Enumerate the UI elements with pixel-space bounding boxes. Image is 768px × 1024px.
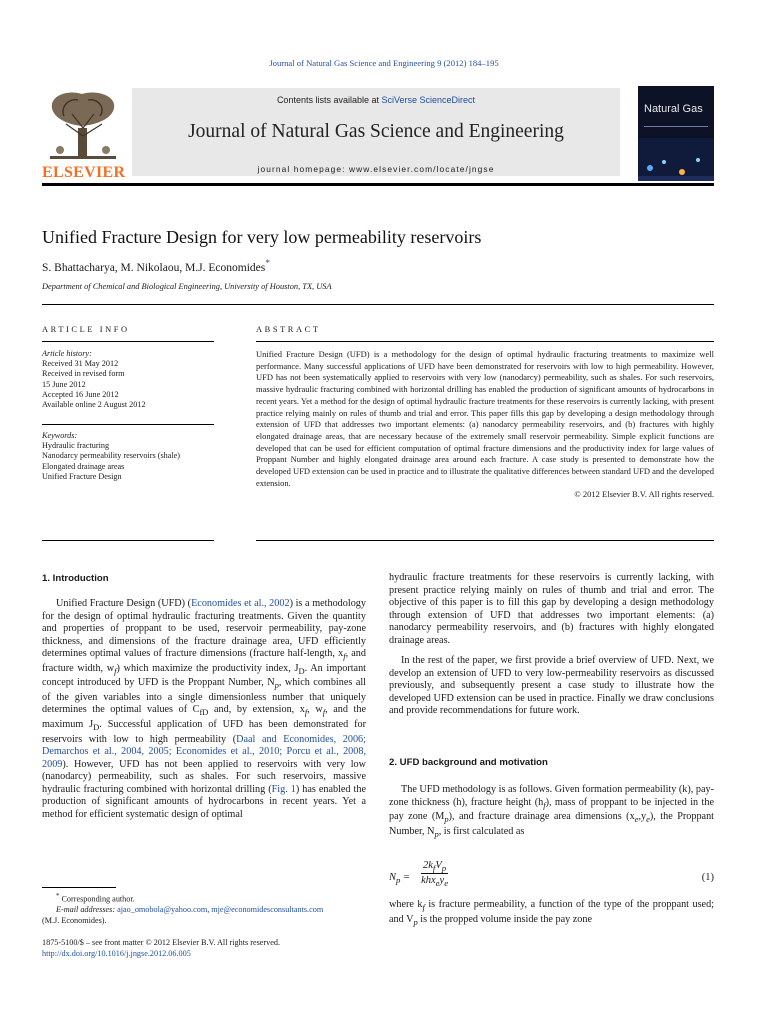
article-info-bottom-rule: [42, 540, 214, 541]
equation-lhs: $N_p$ =: [389, 872, 411, 886]
corresponding-author-mark[interactable]: *: [265, 258, 271, 269]
journal-title: Journal of Natural Gas Science and Engineering: [188, 121, 564, 142]
ufd-paragraph-continued: where $k_f$ is fracture permeability, a function of the type of the proppant used; and $V_p$ is the propped volume inside the pay zone: [389, 899, 714, 927]
email-link[interactable]: ajao_omobola@yahoo.com: [117, 905, 208, 915]
keywords: [42, 431, 242, 482]
cover-title: Natural Gas: [644, 103, 703, 115]
equation-number: (1): [701, 872, 714, 883]
introduction-paragraph-2: In the rest of the paper, we first provide a brief overview of UFD. Next, we develop an extension of UFD to very low-permeability reservoirs as discussed previously, and subsequently present a case study to illustrate how the developed UFD extension can be used in practice. Finally we draw conclusions and provide recommendations for future work.: [389, 655, 714, 717]
equation-numerator: $2k_fV_p$: [423, 860, 447, 874]
journal-cover-image: [638, 86, 714, 181]
abstract-rule: [256, 341, 714, 342]
keyword-item: Unified Fracture Design: [42, 471, 122, 481]
introduction-paragraph: Unified Fracture Design (UFD) (Economides et al., 2002) is a methodology for the design of optimal hydraulic fracturing treatments. Given the quantity and properties of proppant to be used, reservoir permeability, pay-zone thickness, and dimensions of the fracture drainage area, UFD efficiently determines optimal values of fracture dimensions (fracture half-length, $x_f$, and fracture width, $w_f$) which maximize the productivity index, $J_D$. An important concept introduced by UFD is the Proppant Number, $N_p$, which combines all of the given variables into a single dimensionless number that uniquely determines the optimal values of $C_{fD}$ and, by extension, $x_f$, $w_f$, and the maximum $J_D$. Successful application of UFD has been demonstrated for reservoirs with low to high permeability (Daal and Economides, 2006; Demarchos et al., 2004, 2005; Economides et al., 2010; Porcu et al., 2008, 2009). However, UFD has not been applied to reservoirs with very low (nanodarcy) permeability, such as shales. For such reservoirs, massive hydraulic fracturing combined with horizontal drilling (Fig. 1) has enabled the production of significant amounts of hydrocarbons in recent years. Yet a method for efficient systematic design of optimal: [42, 598, 367, 820]
doi-link[interactable]: http://dx.doi.org/10.1016/j.jngse.2012.06.005: [42, 949, 191, 958]
introduction-continued: hydraulic fracture treatments for these reservoirs is currently lacking, with present practice relying mainly on rules of thumb and trial and error. The objective of this paper is to fill this gap by developing a design methodology through extension of UFD that addresses two important elements: (a) nanodarcy permeability reservoirs, and (b) fractures with highly elongated drainage areas.: [389, 572, 714, 646]
figure-link[interactable]: Fig. 1: [271, 783, 296, 795]
journal-masthead: [42, 86, 714, 181]
corresponding-author-footnote: * Corresponding author. E-mail addresses: ajao_omobola@yahoo.com, mje@economidesconsultants.com (M.J. Economides).: [42, 893, 324, 925]
affiliation: Department of Chemical and Biological Engineering, University of Houston, TX, USA: [42, 282, 332, 291]
keyword-item: Nanodarcy permeability reservoirs (shale): [42, 451, 180, 461]
equation-1: [389, 860, 714, 894]
contents-line: Contents lists available at SciVerse ScienceDirect: [276, 95, 476, 105]
sciencedirect-link[interactable]: SciVerse ScienceDirect: [381, 95, 476, 105]
history-item: Received 31 May 2012: [42, 359, 119, 369]
history-heading: Article history:: [42, 349, 92, 358]
history-rule: [42, 424, 214, 425]
keywords-heading: Keywords:: [42, 431, 78, 440]
article-history: [42, 349, 222, 410]
paper-title: Unified Fracture Design for very low permeability reservoirs: [42, 227, 482, 247]
footnote-rule: [42, 887, 116, 888]
history-item: 15 June 2012: [42, 379, 86, 389]
reference-link[interactable]: Economides et al., 2002: [191, 598, 290, 609]
title-rule: [42, 304, 714, 305]
history-item: Available online 2 August 2012: [42, 400, 146, 410]
publisher-name: ELSEVIER: [42, 164, 126, 181]
ufd-paragraph: The UFD methodology is as follows. Given formation permeability (k), pay-zone thickness (h), fracture height $(h_f)$, mass of proppant to be injected in the pay zone $(M_p)$, and fracture drainage area dimensions $(x_e,y_e)$, the Proppant Number, $N_p$, is first calculated as: [389, 784, 714, 839]
article-info-rule: [42, 341, 214, 342]
front-matter: [42, 937, 372, 959]
equation-fraction: [421, 860, 448, 888]
history-item: Accepted 16 June 2012: [42, 389, 119, 399]
journal-homepage[interactable]: journal homepage: www.elsevier.com/locate/jngse: [257, 164, 495, 174]
cover-lights-graphic: [638, 138, 714, 181]
journal-header-box: [132, 88, 620, 176]
email-link[interactable]: mje@economidesconsultants.com: [211, 905, 324, 915]
article-info-label: ARTICLE INFO: [42, 325, 130, 334]
section-heading-introduction: 1. Introduction: [42, 573, 109, 584]
keyword-item: Hydraulic fracturing: [42, 441, 110, 451]
cover-rule: [644, 126, 708, 127]
equation-denominator: $khx_ey_e$: [421, 875, 449, 889]
reference-link[interactable]: Daal and Economides, 2006; Demarchos et al., 2004, 2005; Economides et al., 2010; Porcu et al., 2008, 2009: [42, 733, 366, 770]
abstract-label: ABSTRACT: [256, 325, 321, 334]
keyword-item: Elongated drainage areas: [42, 461, 125, 471]
author-list: S. Bhattacharya, M. Nikolaou, M.J. Economides*: [42, 258, 271, 274]
abstract-text: Unified Fracture Design (UFD) is a methodology for the design of optimal hydraulic fracturing treatments to maximize well performance. Many successful applications of UFD have been demonstrated for reservoirs with low to high permeability. However, UFD has not been systematically applied to reservoirs with very low (nanodarcy) permeability, such as shales. For such reservoirs, massive hydraulic fracturing combined with horizontal drilling has enabled the production of significant amounts of hydrocarbons in recent years. Yet a method for the design of optimal hydraulic fracture treatments for these reservoirs is currently lacking, with present practice relying mainly on rules of thumb and trial and error. This paper fills this gap by developing a design methodology through extension of UFD that addresses two important elements: (a) nanodarcy permeability reservoirs, and (b) fractures with highly elongated drainage areas, that are necessary because of the extremely small reservoir permeability. Simple explicit functions are developed that can be used for efficient computation of optimal fracture dimensions and the productivity index for large values of Proppant Number and highly elongated drainage area around each fracture. A case study is presented to demonstrate how the developed UFD extension can be used in practice and to illustrate the qualitative differences between standard UFD and the developed extension. © 2012 Elsevier B.V. All rights reserved.: [256, 349, 714, 500]
section-heading-ufd: 2. UFD background and motivation: [389, 757, 548, 768]
issn-line: 1875-5100/$ – see front matter © 2012 Elsevier B.V. All rights reserved.: [42, 938, 281, 947]
abstract-bottom-rule: [256, 540, 714, 541]
copyright-line: © 2012 Elsevier B.V. All rights reserved.: [574, 489, 714, 500]
journal-citation[interactable]: Journal of Natural Gas Science and Engineering 9 (2012) 184–195: [269, 58, 499, 68]
history-item: Received in revised form: [42, 369, 125, 379]
masthead-rule: [42, 183, 714, 186]
